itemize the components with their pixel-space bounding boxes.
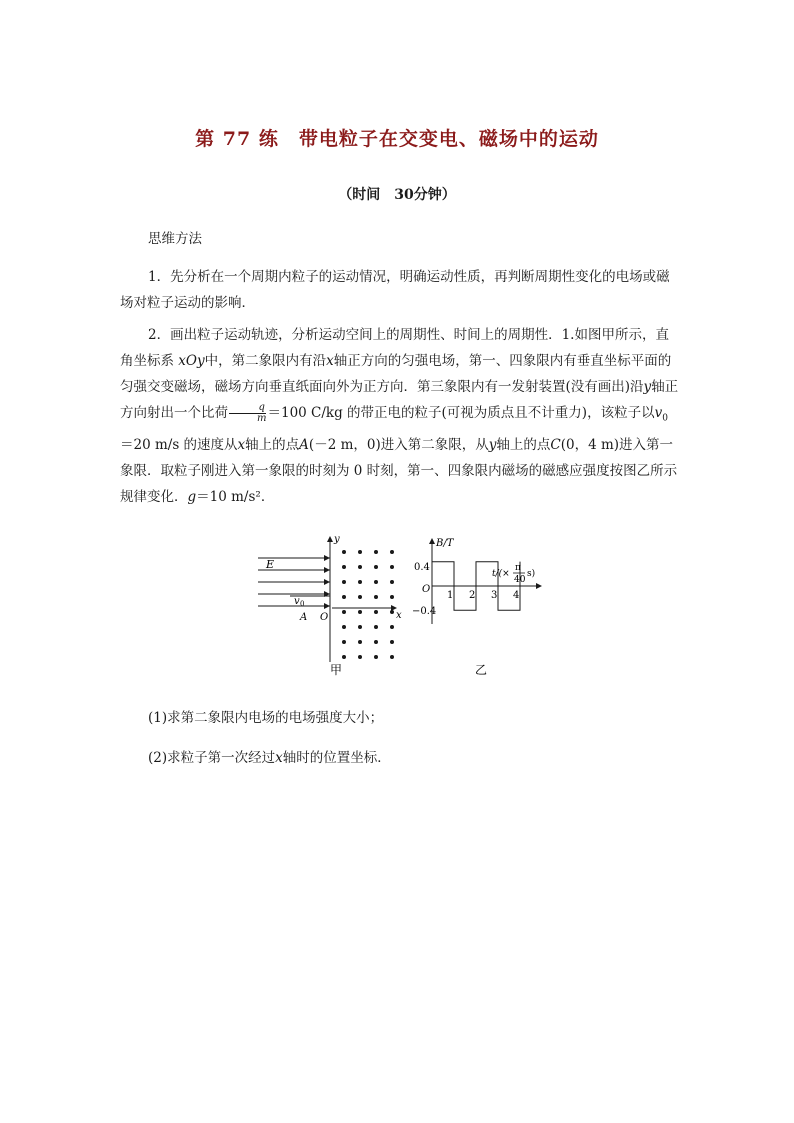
field-dot bbox=[358, 565, 362, 569]
question-2: (2)求粒子第一次经过x轴时的位置坐标． bbox=[148, 750, 391, 766]
field-dot bbox=[374, 550, 378, 554]
method-2-and-problem: 2．画出粒子运动轨迹，分析运动空间上的周期性、时间上的周期性．1.如图甲所示，直角坐标系 xOy中，第二象限内有沿x轴正方向的匀强电场，第一、四象限内有垂直坐标平面的匀强交变磁场，磁场方向垂直纸面向外为正方向．第三象限内有一发射装置(没有画出)沿y轴正方向射出一个比荷 $\frac{q}{m}$ ＝100 C/kg 的带正电的粒子(可视为质点且不计重力)，该粒子以$v_0=20$ m/s 的速度从x轴上的点A(－2 m，0)进入第二象限，从y轴上的点C(0，4 m)进入第一象限．取粒子刚进入第一象限的时刻为 0 时刻，第一、四象限内磁场的磁感应强度按图乙所示规律变化．g＝10 m/s²． bbox=[120, 327, 679, 505]
label-x: x bbox=[396, 610, 402, 621]
field-dot bbox=[390, 655, 394, 659]
field-dot bbox=[342, 595, 346, 599]
caption-yi: 乙 bbox=[475, 663, 488, 677]
svg-text:π: π bbox=[515, 563, 521, 573]
tick-neg: −0.4 bbox=[412, 606, 437, 617]
x-tick-label: 1 bbox=[447, 590, 454, 601]
field-dot bbox=[358, 625, 362, 629]
yi-ylabel: B/T bbox=[436, 538, 454, 549]
svg-text:0: 0 bbox=[300, 600, 305, 608]
field-dot bbox=[374, 565, 378, 569]
method-2: 2．画出粒子运动轨迹，分析运动空间上的周期性、时间上的周期性． bbox=[148, 327, 562, 343]
field-dot bbox=[390, 625, 394, 629]
field-dot bbox=[358, 595, 362, 599]
field-dot bbox=[358, 580, 362, 584]
label-E: E bbox=[266, 558, 275, 571]
x-tick-label: 2 bbox=[469, 590, 476, 601]
field-dot bbox=[358, 640, 362, 644]
field-dot bbox=[374, 595, 378, 599]
field-dot bbox=[342, 580, 346, 584]
field-dot bbox=[342, 610, 346, 614]
field-dot bbox=[390, 610, 394, 614]
question-1: (1)求第二象限内电场的电场强度大小； bbox=[148, 710, 384, 726]
field-dot bbox=[374, 610, 378, 614]
x-tick-label: 4 bbox=[513, 590, 520, 601]
page-title: 第 77 练 带电粒子在交变电、磁场中的运动 bbox=[195, 128, 599, 150]
field-dot bbox=[390, 565, 394, 569]
field-dot bbox=[342, 640, 346, 644]
field-dot bbox=[390, 550, 394, 554]
field-dot bbox=[390, 640, 394, 644]
tick-pos: 0.4 bbox=[414, 562, 430, 573]
field-dot bbox=[342, 655, 346, 659]
field-dot bbox=[342, 550, 346, 554]
field-dot bbox=[390, 580, 394, 584]
field-dot bbox=[374, 640, 378, 644]
field-dot bbox=[342, 625, 346, 629]
section-label: 思维方法 bbox=[148, 231, 202, 247]
label-A: A bbox=[300, 612, 308, 623]
svg-text:40: 40 bbox=[514, 575, 526, 585]
figure-area bbox=[250, 532, 550, 682]
yi-origin: O bbox=[422, 584, 431, 595]
figure-jia-svg bbox=[250, 532, 550, 682]
svg-text:s): s) bbox=[527, 569, 536, 579]
caption-jia: 甲 bbox=[330, 663, 343, 677]
field-dot bbox=[358, 655, 362, 659]
field-dot bbox=[342, 565, 346, 569]
field-dot bbox=[358, 550, 362, 554]
field-dot bbox=[390, 595, 394, 599]
field-dot bbox=[374, 625, 378, 629]
field-dot bbox=[374, 580, 378, 584]
x-tick-label: 3 bbox=[491, 590, 498, 601]
yi-xlabel: t/(× bbox=[492, 569, 510, 579]
method-1: 1．先分析在一个周期内粒子的运动情况，明确运动性质，再判断周期性变化的电场或磁场对粒子运动的影响． bbox=[120, 269, 670, 311]
field-dot bbox=[358, 610, 362, 614]
charge-mass-fraction: $\frac{q}{m}$ bbox=[229, 403, 266, 424]
field-dot bbox=[374, 655, 378, 659]
label-v0: v bbox=[294, 596, 300, 607]
time-note: （时间 30分钟） bbox=[338, 187, 456, 203]
label-O: O bbox=[320, 612, 329, 623]
label-y: y bbox=[334, 534, 340, 545]
